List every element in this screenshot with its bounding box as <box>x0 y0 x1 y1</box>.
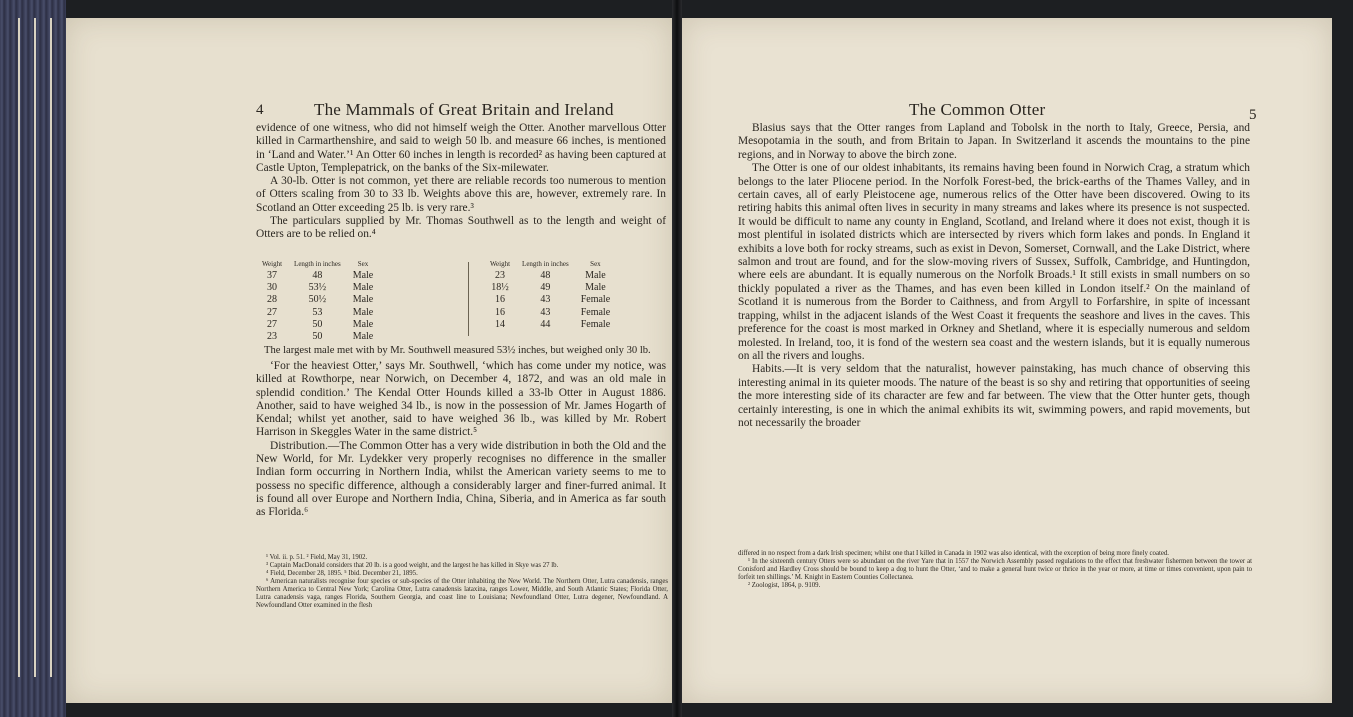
table-row: 23 48 Male <box>495 270 606 281</box>
table-row: 18½ 49 Male <box>491 282 606 294</box>
table-row: 16 43 Female <box>495 306 611 318</box>
table-row: 16 43 Female <box>495 294 611 306</box>
column-header: Weight <box>490 260 511 268</box>
footnote: ² Zoologist, 1864, p. 9109. <box>748 582 821 589</box>
footnote: ¹ Vol. ii. p. 51. ² Field, May 31, 1902. <box>266 554 368 561</box>
weight-table-left <box>256 260 379 343</box>
footnote: ¹ In the sixteenth century Otters were so abundant on the river Yare that in 1557 the Norwich Assembly passed regulations to the effect that freshwater fishermen between the tower at Conisford and Hardley Cross should be bound to keep a dog to hunt the Otter, ‘and to make a general hunt twice or thrice in the year or more, at time or times convenient, upon pain to forfeit ten shillings.’ M. Knight in Eastern Counties Collectanea. <box>738 558 1252 581</box>
paragraph: The particulars supplied by Mr. Thomas Southwell as to the length and weight of Otters are to be relied on.⁴ <box>256 215 666 241</box>
table-row: 14 44 Female <box>495 318 611 330</box>
footnote: ³ Captain MacDonald considers that 20 lb. is a good weight, and the largest he has killed in Skye was 27 lb. <box>266 562 559 569</box>
footnote: ⁶ American naturalists recognise four species or sub-species of the Otter inhabiting the New World. The Northern Otter, Lutra canadensis, ranges Northern America to Central New York; Carolina Otter, Lutra canadensis lataxina, ranges Lower, Middle, and South Atlantic States; Florida Otter, Lutra canadensis vaga, ranges Florida, Southern Georgia, and coast line to Louisiana; Newfoundland Otter, Lutra degener, Newfoundland. A Newfoundland Otter examined in the flesh <box>256 578 668 609</box>
column-header: Sex <box>357 260 369 268</box>
column-header: Weight <box>262 260 283 268</box>
paragraph: A 30-lb. Otter is not common, yet there are reliable records too numerous to mention of Otters scaling from 30 to 33 lb. Weights above this are, however, extremely rare. In Scotland an Otter exceeding 25 lb. is very rare.³ <box>256 175 666 214</box>
page-number: 5 <box>1249 107 1257 123</box>
table-row: 27 53 Male <box>267 306 374 318</box>
column-header: Sex <box>590 260 601 268</box>
page-number: 4 <box>256 102 264 118</box>
footnote: ⁴ Field, December 28, 1895. ⁵ Ibid. December 21, 1895. <box>266 570 418 577</box>
table-caption: The largest male met with by Mr. Southwell measured 53½ inches, but weighed only 30 lb. <box>264 345 651 356</box>
paragraph: evidence of one witness, who did not himself weigh the Otter. Another marvellous Otter killed in Carmarthenshire, and said to weigh 50 lb. and measure 66 inches, is mentioned in ‘Land and Water.’¹ An Otter 60 inches in length is recorded² as having been captured at Castle Upton, Templepatrick, on the banks of the Six-milewater. <box>256 122 666 174</box>
paragraph: Blasius says that the Otter ranges from Lapland and Tobolsk in the north to Italy, Greece, Persia, and Mesopotamia in the south, and from Britain to Japan. In Switzerland it ascends the mountains to the pine regions, and in Norway to above the birch zone. <box>738 122 1250 161</box>
paragraph: ‘For the heaviest Otter,’ says Mr. Southwell, ‘which has come under my notice, was killed at Rowthorpe, near Norwich, on December 4, 1872, and was an old male in splendid condition.’ The Kendal Otter Hounds killed a 33-lb Otter in August 1886. Another, said to have weighed 34 lb., is now in the possession of Mr. James Hogarth of Kendal; whilst yet another, said to have weighed 36 lb., was killed by Mr. Robert Harrison in Skeggles Water in the same district.⁵ <box>256 360 666 439</box>
running-head: The Common Otter <box>909 100 1046 119</box>
table-row: 37 48 Male <box>267 270 374 281</box>
book-spine <box>672 0 682 717</box>
left-page <box>66 18 672 703</box>
body-text-top <box>256 122 666 242</box>
table-divider <box>468 262 469 336</box>
footnotes <box>256 554 668 610</box>
table-row: 28 50½ Male <box>267 294 374 306</box>
column-header: Length in inches <box>522 260 569 268</box>
table-row: 27 50 Male <box>267 318 374 330</box>
table-row: 30 53½ Male <box>267 282 374 294</box>
body-text-bottom <box>256 360 666 520</box>
book-page-edges <box>0 0 66 717</box>
weight-table-right <box>484 260 616 331</box>
footnote: differed in no respect from a dark Irish specimen; whilst one that I killed in Canada in 1902 was also identical, with the exception of being more finely coated. <box>738 550 1169 557</box>
paragraph: Habits.—It is very seldom that the naturalist, however painstaking, has much chance of observing this interesting animal in its quieter moods. The nature of the beast is so shy and retiring that opportunities of seeing the more interesting side of its character are few and far between. The view that the Otter hunter gets, though certainly interesting, is one in which the animal exhibits its wit, swimming powers, and rapid movements, but not necessarily the broader <box>738 363 1250 429</box>
running-head: The Mammals of Great Britain and Ireland <box>314 100 614 119</box>
body-text <box>738 122 1250 430</box>
column-header: Length in inches <box>294 260 341 268</box>
right-page <box>682 18 1332 703</box>
table-row: 23 50 Male <box>267 331 374 343</box>
paragraph: The Otter is one of our oldest inhabitants, its remains having been found in Norwich Crag, a stratum which belongs to the later Pliocene period. In the Norfolk Forest-bed, the brick-earths of the Thames Valley, and in certain caves, all of early Pleistocene age, numerous relics of the Otter have been discovered. Owing to its retiring habits this animal often lives in security in many streams and lakes where its presence is not suspected. It would be difficult to name any county in England, Scotland, and Ireland where it does not exist, though it is most plentiful in isolated districts which are intersected by rivers which form lakes and ponds. In England it exhibits a love both for rocky streams, such as exist in Devon, Somerset, Cornwall, and the Lake District, where salmon and trout are found, and for the slow-moving rivers of Sussex, Suffolk, Cambridge, and Huntingdon, where eels are abundant. It is equally numerous on the Norfolk Broads.¹ It still exists in small numbers on so thickly populated a river as the Thames, and has even been killed in London itself.² On the mainland of Scotland it is numerous from the Border to Caithness, and from Argyll to Forfarshire, in spite of incessant trapping, whilst in the adjacent islands of the West Coast it frequents the seashore and lives in the caves. This preference for the coast is most marked in Orkney and Shetland, where it is especially numerous and seldom molested. In Ireland, too, it is fond of the western sea coast and the western islands, but it is equally numerous on all the rivers and loughs. <box>738 162 1250 362</box>
footnotes <box>738 550 1252 590</box>
paragraph: Distribution.—The Common Otter has a very wide distribution in both the Old and the New World, for Mr. Lydekker very properly recognises no difference in the smaller Indian form occurring in Northern India, whilst the American variety seems to me to possess no specific difference, although a considerably larger and finer-furred animal. It is found all over Europe and Northern India, China, Siberia, and in America as far south as Florida.⁶ <box>256 439 666 519</box>
